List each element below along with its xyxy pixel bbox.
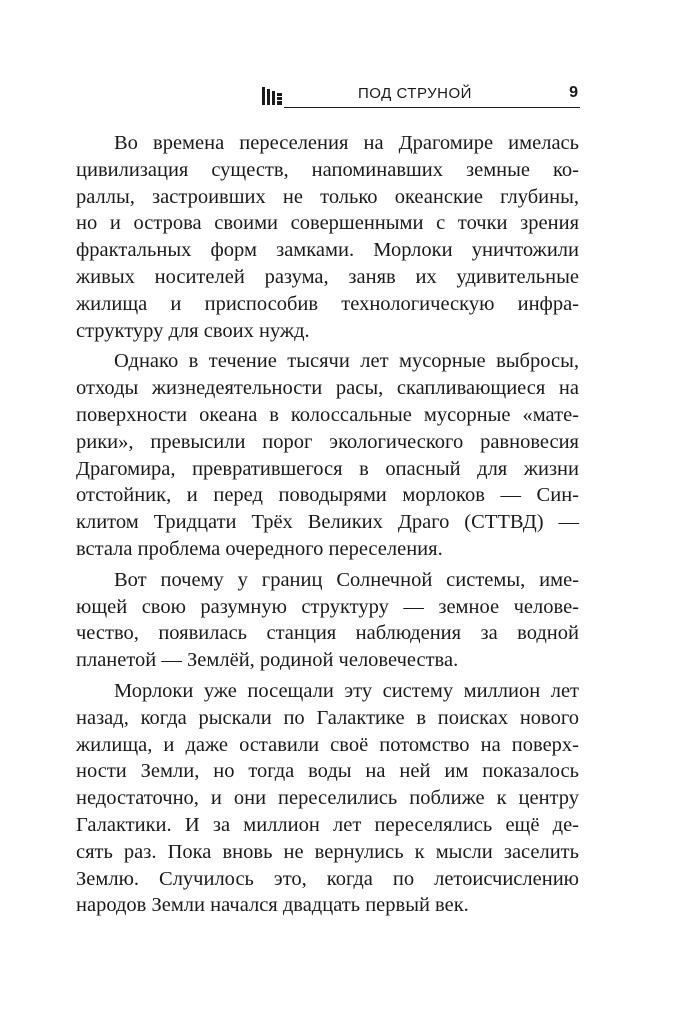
text-line: Вот почему у границ Солнечной системы, име- (114, 568, 579, 591)
paragraph (76, 678, 579, 919)
text-line: фрактальных форм замками. Морлоки уничтожили (76, 239, 579, 262)
text-line: Морлоки уже посещали эту систему миллион лет (114, 679, 579, 702)
text-line: назад, когда рыскали по Галактике в поисках нового (76, 706, 579, 729)
text-line: Драгомира, превратившегося в опасный для жизни (76, 457, 579, 480)
text-line: народов Земли начался двадцать первый век. (76, 894, 469, 917)
text-line: Однако в течение тысячи лет мусорные выбросы, (114, 350, 579, 373)
text-line: клитом Тридцати Трёх Великих Драго (СТТВД) — (76, 511, 579, 534)
text-line: но и острова своими совершенными с точки зрения (76, 212, 579, 235)
text-line: Галактики. И за миллион лет переселялись ещё де- (76, 813, 579, 836)
text-line: встала проблема очередного переселения. (76, 537, 443, 560)
book-shelf-icon (262, 87, 282, 105)
text-line: планетой — Землёй, родиной человечества. (76, 649, 459, 672)
text-line: отходы жизнедеятельности расы, скапливающиеся на (76, 377, 579, 400)
paragraph (76, 130, 579, 344)
text-line: рики», превысили порог экологического равновесия (76, 430, 579, 453)
text-line: цивилизация существ, напоминавших земные ко- (76, 158, 579, 181)
text-line: поверхности океана в колоссальные мусорные «мате- (76, 403, 579, 426)
text-line: ности Земли, но тогда воды на ней им показалось (76, 760, 579, 783)
text-line: Во времена переселения на Драгомире имелась (114, 132, 579, 154)
body-text (76, 130, 579, 919)
text-line: раллы, застроивших не только океанские глубины, (76, 185, 579, 208)
text-line: чество, появилась станция наблюдения за водной (76, 622, 579, 645)
text-line: сять раз. Пока вновь не вернулись к мысли заселить (76, 840, 579, 863)
running-title: ПОД СТРУНОЙ (358, 85, 472, 102)
running-header (262, 84, 580, 110)
header-rule (284, 107, 580, 108)
paragraph (76, 567, 579, 674)
text-line: жилища и приспособив технологическую инфра- (76, 292, 579, 315)
paragraph (76, 348, 579, 562)
page-number: 9 (569, 84, 578, 101)
text-line: живых носителей разума, заняв их удивительные (76, 265, 579, 288)
text-line: недостаточно, и они переселились поближе к центру (76, 787, 579, 810)
text-line: ющей свою разумную структуру — земное челове- (76, 595, 579, 618)
text-line: структуру для своих нужд. (76, 319, 310, 342)
text-line: жилища, и даже оставили своё потомство на поверх- (76, 733, 579, 756)
text-line: отстойник, и перед поводырями морлоков — Син- (76, 484, 579, 507)
text-line: Землю. Случилось это, когда по летоисчислению (76, 867, 579, 890)
